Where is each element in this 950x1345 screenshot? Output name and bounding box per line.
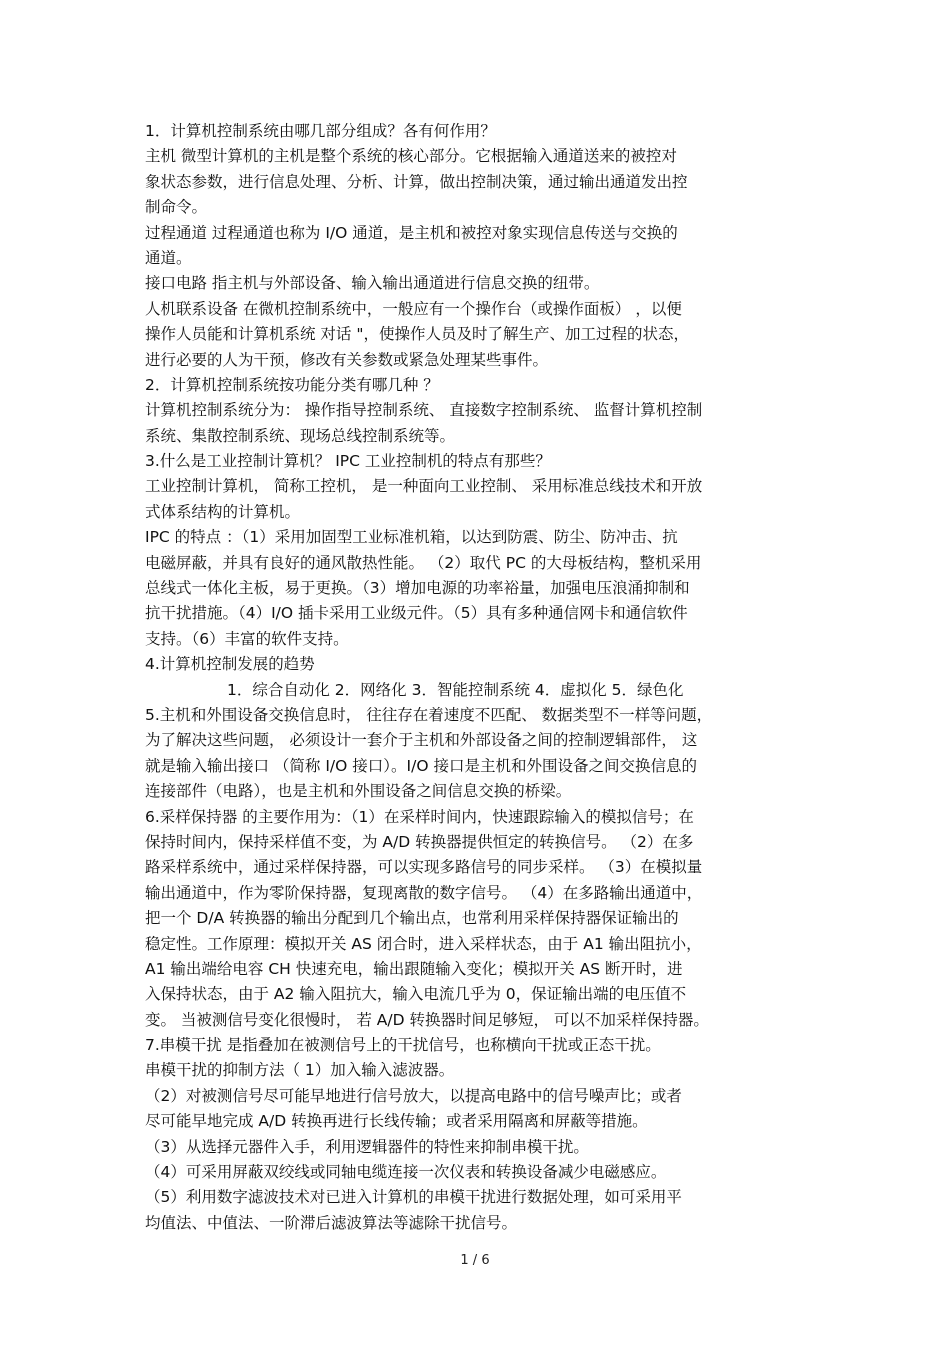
text-line: 为了解决这些问题， 必须设计一套介于主机和外部设备之间的控制逻辑部件， 这	[145, 731, 698, 750]
document-body	[145, 119, 815, 1236]
text-line: 抗干扰措施。（4）I/O 插卡采用工业级元件。（5）具有多种通信网卡和通信软件	[145, 604, 688, 623]
text-line: 主机 微型计算机的主机是整个系统的核心部分。它根据输入通道送来的被控对	[145, 147, 677, 166]
text-line: 保持时间内，保持采样值不变，为 A/D 转换器提供恒定的转换信号。 （2）在多	[145, 832, 694, 851]
text-line: 输出通道中，作为零阶保持器，复现离散的数字信号。 （4）在多路输出通道中，	[145, 883, 703, 902]
text-line: 计算机控制系统分为： 操作指导控制系统、 直接数字控制系统、 监督计算机控制	[145, 401, 703, 420]
text-line: 通道。	[145, 248, 192, 267]
question-4-heading: 4.计算机控制发展的趋势	[145, 655, 315, 674]
text-line: 系统、集散控制系统、现场总线控制系统等。	[145, 426, 456, 445]
text-line: 路采样系统中，通过采样保持器，可以实现多路信号的同步采样。 （3）在模拟量	[145, 858, 703, 877]
trend-list: 1．综合自动化 2．网络化 3．智能控制系统 4．虚拟化 5．绿色化	[227, 680, 684, 699]
text-line: 式体系结构的计算机。	[145, 502, 301, 521]
text-line: 尽可能早地完成 A/D 转换再进行长线传输；或者采用隔离和屏蔽等措施。	[145, 1112, 648, 1131]
question-1-heading: 1．计算机控制系统由哪几部分组成？各有何作用？	[145, 122, 496, 140]
text-line: 接口电路 指主机与外部设备、输入输出通道进行信息交换的纽带。	[145, 274, 600, 293]
text-line: 连接部件（电路），也是主机和外围设备之间信息交换的桥梁。	[145, 782, 572, 801]
text-line: 就是输入输出接口 （简称 I/O 接口）。I/O 接口是主机和外围设备之间交换信息的	[145, 756, 697, 775]
text-line: 支持。（6）丰富的软件支持。	[145, 629, 349, 648]
text-line: 变。 当被测信号变化很慢时， 若 A/D 转换器时间足够短， 可以不加采样保持器。	[145, 1010, 709, 1029]
text-line: 入保持状态，由于 A2 输入阻抗大，输入电流几乎为 0，保证输出端的电压值不	[145, 985, 687, 1004]
text-line: 串模干扰的抑制方法（ 1）加入输入滤波器。	[145, 1061, 455, 1080]
question-2-heading: 2．计算机控制系统按功能分类有哪几种 ？	[145, 375, 439, 394]
text-line: 象状态参数，进行信息处理、分析、计算，做出控制决策，通过输出通道发出控	[145, 172, 688, 191]
text-line: （3）从选择元器件入手，利用逻辑器件的特性来抑制串模干扰。	[145, 1137, 589, 1156]
text-line: 工业控制计算机， 简称工控机， 是一种面向工业控制、 采用标准总线技术和开放	[145, 477, 703, 496]
text-line: （4）可采用屏蔽双绞线或同轴电缆连接一次仪表和转换设备减少电磁感应。	[145, 1163, 667, 1182]
page-number: 1 / 6	[460, 1253, 490, 1268]
text-line: 电磁屏蔽，并具有良好的通风散热性能。 （2）取代 PC 的大母板结构，整机采用	[145, 553, 702, 572]
text-line: A1 输出端给电容 CH 快速充电，输出跟随输入变化；模拟开关 AS 断开时，进	[145, 959, 683, 978]
text-line: 制命令。	[145, 198, 208, 217]
text-line: 总线式一体化主板，易于更换。（3）增加电源的功率裕量，加强电压浪涌抑制和	[145, 579, 690, 598]
text-line: 把一个 D/A 转换器的输出分配到几个输出点，也常利用采样保持器保证输出的	[145, 909, 679, 928]
text-line: （5）利用数字滤波技术对已进入计算机的串模干扰进行数据处理，如可采用平	[145, 1188, 682, 1207]
text-line: 过程通道 过程通道也称为 I/O 通道，是主机和被控对象实现信息传送与交换的	[145, 223, 678, 242]
text-line: 操作人员能和计算机系统 对话 "，使操作人员及时了解生产、加工过程的状态，	[145, 325, 689, 344]
text-line: 稳定性。工作原理：模拟开关 AS 闭合时，进入采样状态，由于 A1 输出阻抗小，	[145, 934, 702, 953]
question-6-text: 6.采样保持器 的主要作用为：（1）在采样时间内，快速跟踪输入的模拟信号；在	[145, 807, 694, 826]
text-line: 均值法、中值法、一阶滞后滤波算法等滤除干扰信号。	[145, 1213, 518, 1232]
question-7-text: 7.串模干扰 是指叠加在被测信号上的干扰信号，也称横向干扰或正态干扰。	[145, 1036, 661, 1055]
text-line: IPC 的特点 ：（1）采用加固型工业标准机箱，以达到防震、防尘、防冲击、抗	[145, 528, 678, 547]
text-line: 人机联系设备 在微机控制系统中，一般应有一个操作台（或操作面板） ，以便	[145, 299, 682, 318]
question-3-heading: 3.什么是工业控制计算机？ IPC 工业控制机的特点有那些？	[145, 452, 551, 471]
text-line: 进行必要的人为干预，修改有关参数或紧急处理某些事件。	[145, 350, 549, 369]
question-5-text: 5.主机和外围设备交换信息时， 往往存在着速度不匹配、 数据类型不一样等问题，	[145, 705, 713, 724]
text-line: （2）对被测信号尽可能早地进行信号放大，以提高电路中的信号噪声比；或者	[145, 1086, 682, 1105]
